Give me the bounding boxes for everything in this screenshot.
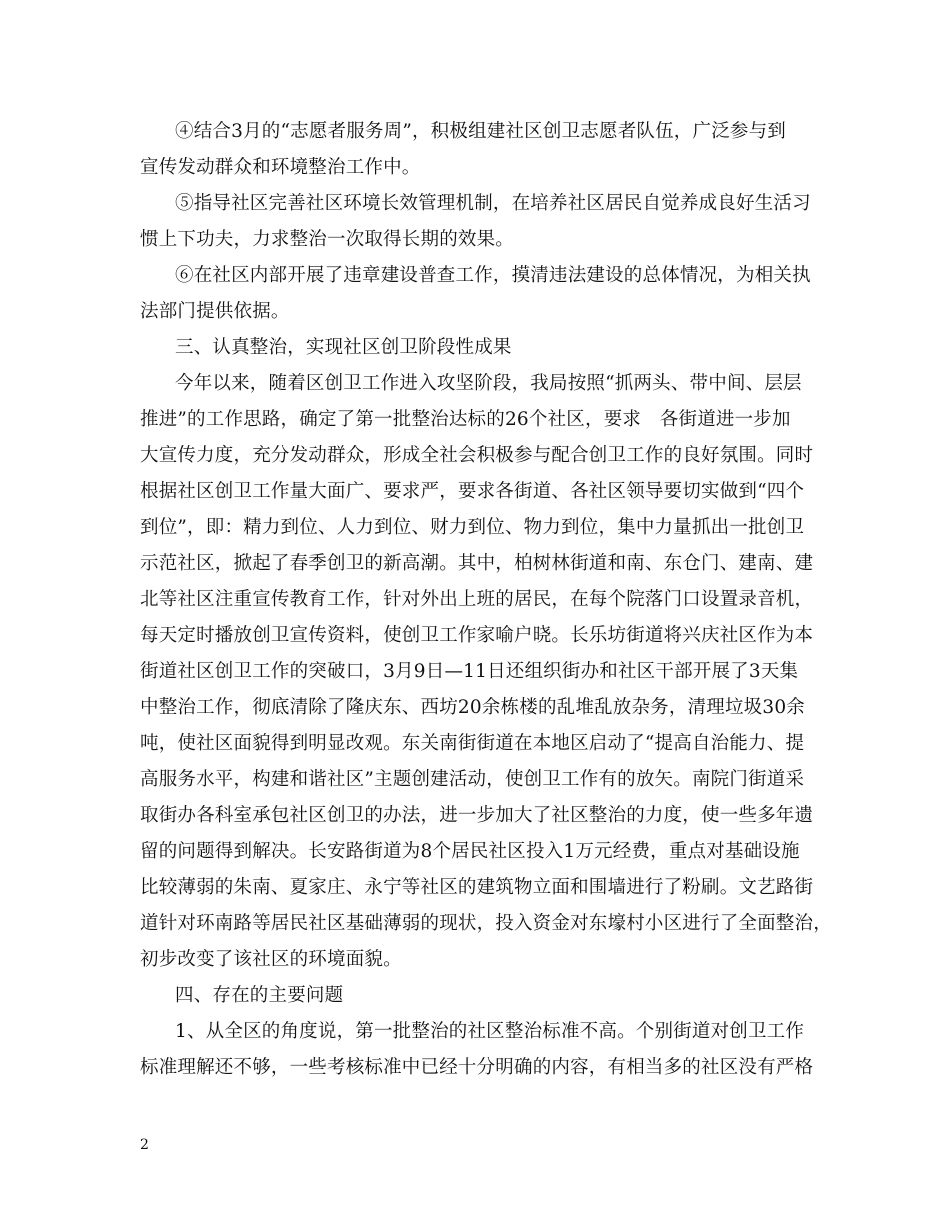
paragraph-line: 推进”的工作思路，确定了第一批整治达标的26个社区，要求 各街道进一步加	[140, 409, 791, 430]
paragraph-line: 1、从全区的角度说，第一批整治的社区整治标准不高。个别街道对创卫工作	[175, 1021, 805, 1042]
paragraph-line: 惯上下功夫，力求整治一次取得长期的效果。	[140, 229, 515, 250]
paragraph-line: 道针对环南路等居民社区基础薄弱的现状，投入资金对东壕村小区进行了全面整治，	[140, 913, 832, 934]
paragraph-line: 标准理解还不够，一些考核标准中已经十分明确的内容，有相当多的社区没有严格	[140, 1057, 814, 1078]
paragraph-line: 宣传发动群众和环境整治工作中。	[140, 157, 421, 178]
paragraph-line: 根据社区创卫工作量大面广、要求严，要求各街道、各社区领导要切实做到“四个	[140, 481, 805, 502]
paragraph-line: ⑥在社区内部开展了违章建设普查工作，摸清违法建设的总体情况，为相关执	[175, 265, 811, 286]
paragraph-line: 每天定时播放创卫宣传资料，使创卫工作家喻户晓。长乐坊街道将兴庆社区作为本	[140, 625, 814, 646]
paragraph-line: 高服务水平，构建和谐社区”主题创建活动，使创卫工作有的放矢。南院门街道采	[140, 769, 805, 790]
paragraph-line: 留的问题得到解决。长安路街道为8个居民社区投入1万元经费，重点对基础设施	[140, 841, 800, 862]
paragraph-line: 中整治工作，彻底清除了隆庆东、西坊20余栋楼的乱堆乱放杂务，清理垃圾30余	[140, 697, 805, 718]
section-heading: 四、存在的主要问题	[175, 985, 344, 1006]
paragraph-line: 大宣传力度，充分发动群众，形成全社会积极参与配合创卫工作的良好氛围。同时	[140, 445, 814, 466]
paragraph-line: 法部门提供依据。	[140, 301, 290, 322]
paragraph-line: 今年以来，随着区创卫工作进入攻坚阶段，我局按照“抓两头、带中间、层层	[175, 373, 802, 394]
paragraph-line: 街道社区创卫工作的突破口，3月9日—11日还组织街办和社区干部开展了3天集	[140, 661, 799, 682]
paragraph-line: 北等社区注重宣传教育工作，针对外出上班的居民，在每个院落门口设置录音机，	[140, 589, 814, 610]
paragraph-line: 示范社区，掀起了春季创卫的新高潮。其中，柏树林街道和南、东仓门、建南、建	[140, 553, 814, 574]
paragraph-line: 取街办各科室承包社区创卫的办法，进一步加大了社区整治的力度，使一些多年遗	[140, 805, 814, 826]
paragraph-line: 到位”，即：精力到位、人力到位、财力到位、物力到位，集中力量抓出一批创卫	[140, 517, 805, 538]
paragraph-line: 比较薄弱的朱南、夏家庄、永宁等社区的建筑物立面和围墙进行了粉刷。文艺路街	[140, 877, 814, 898]
paragraph-line: 初步改变了该社区的环境面貌。	[140, 949, 402, 970]
paragraph-line: ④结合3月的“志愿者服务周”，积极组建社区创卫志愿者队伍，广泛参与到	[175, 121, 786, 142]
paragraph-line: 吨，使社区面貌得到明显改观。东关南街街道在本地区启动了“提高自治能力、提	[140, 733, 805, 754]
section-heading: 三、认真整治，实现社区创卫阶段性成果	[175, 337, 512, 358]
page-number: 2	[140, 1137, 149, 1153]
paragraph-line: ⑤指导社区完善社区环境长效管理机制，在培养社区居民自觉养成良好生活习	[175, 193, 811, 214]
